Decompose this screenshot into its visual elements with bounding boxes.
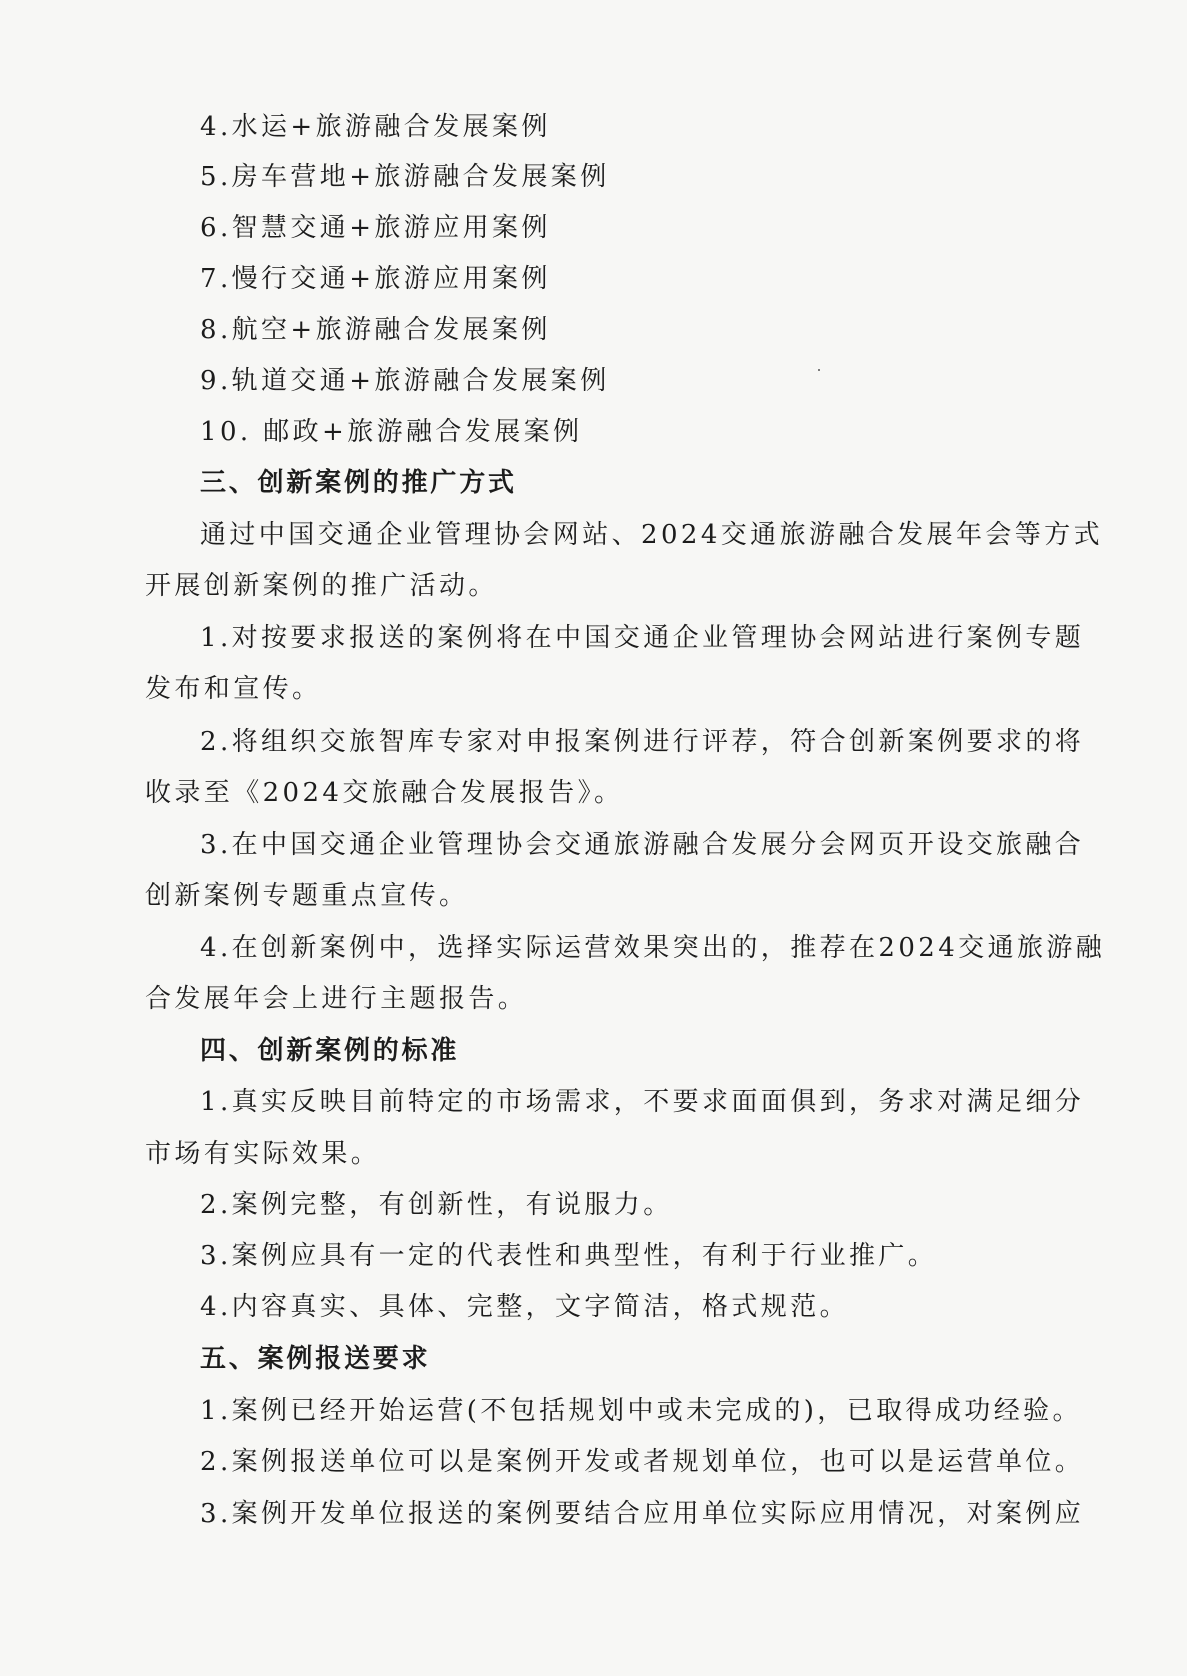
section3-p2-line1: 2.将组织交旅智库专家对申报案例进行评荐，符合创新案例要求的将 bbox=[200, 727, 1085, 757]
section3-p2-line2: 收录至《2024交旅融合发展报告》。 bbox=[145, 778, 624, 808]
section-heading-5: 五、案例报送要求 bbox=[200, 1344, 431, 1374]
section-heading-3: 三、创新案例的推广方式 bbox=[200, 468, 517, 498]
list-item-7: 7.慢行交通+旅游应用案例 bbox=[200, 264, 551, 294]
section3-intro-line1: 通过中国交通企业管理协会网站、2024交通旅游融合发展年会等方式 bbox=[200, 520, 1103, 550]
list-item-10: 10. 邮政+旅游融合发展案例 bbox=[200, 417, 583, 447]
section3-intro-line2: 开展创新案例的推广活动。 bbox=[145, 571, 498, 601]
section4-p2: 2.案例完整，有创新性，有说服力。 bbox=[200, 1190, 673, 1220]
section3-p4-line2: 合发展年会上进行主题报告。 bbox=[145, 984, 528, 1014]
list-item-6: 6.智慧交通+旅游应用案例 bbox=[200, 213, 551, 243]
list-item-9: 9.轨道交通+旅游融合发展案例 bbox=[200, 366, 610, 396]
section4-p1-line2: 市场有实际效果。 bbox=[145, 1139, 381, 1169]
section4-p1-line1: 1.真实反映目前特定的市场需求，不要求面面俱到，务求对满足细分 bbox=[200, 1087, 1085, 1117]
scan-speck bbox=[818, 369, 820, 371]
section4-p3: 3.案例应具有一定的代表性和典型性，有利于行业推广。 bbox=[200, 1241, 938, 1271]
section3-p3-line2: 创新案例专题重点宣传。 bbox=[145, 881, 469, 911]
section4-p4: 4.内容真实、具体、完整，文字简洁，格式规范。 bbox=[200, 1292, 850, 1322]
list-item-4: 4.水运+旅游融合发展案例 bbox=[200, 112, 551, 142]
section5-p3-line1: 3.案例开发单位报送的案例要结合应用单位实际应用情况，对案例应 bbox=[200, 1499, 1085, 1529]
section3-p1-line1: 1.对按要求报送的案例将在中国交通企业管理协会网站进行案例专题 bbox=[200, 623, 1085, 653]
section3-p4-line1: 4.在创新案例中，选择实际运营效果突出的，推荐在2024交通旅游融 bbox=[200, 933, 1106, 963]
section-heading-4: 四、创新案例的标准 bbox=[200, 1036, 460, 1066]
section3-p1-line2: 发布和宣传。 bbox=[145, 674, 322, 704]
list-item-8: 8.航空+旅游融合发展案例 bbox=[200, 315, 551, 345]
section3-p3-line1: 3.在中国交通企业管理协会交通旅游融合发展分会网页开设交旅融合 bbox=[200, 830, 1085, 860]
section5-p1: 1.案例已经开始运营(不包括规划中或未完成的)，已取得成功经验。 bbox=[200, 1396, 1082, 1426]
list-item-5: 5.房车营地+旅游融合发展案例 bbox=[200, 162, 610, 192]
section5-p2: 2.案例报送单位可以是案例开发或者规划单位，也可以是运营单位。 bbox=[200, 1447, 1085, 1477]
